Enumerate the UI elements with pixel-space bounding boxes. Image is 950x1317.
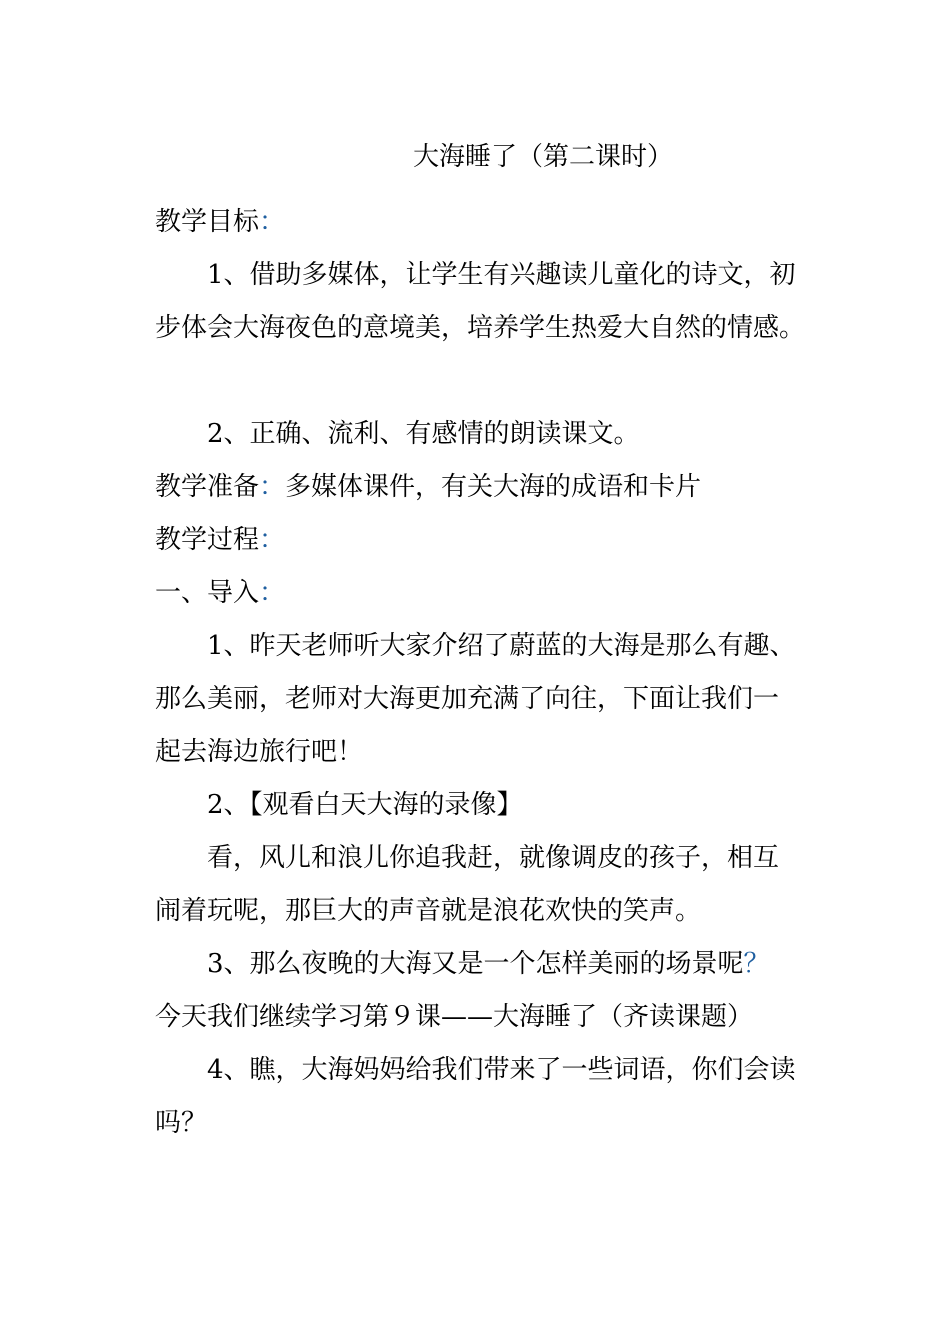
section-1-p1-line-1: 1、昨天老师听大家介绍了蔚蓝的大海是那么有趣、 [207,631,796,661]
prep-line [155,471,701,503]
section-1-heading [155,577,285,609]
section-1-p4-line-1-text: 3、那么夜晚的大海又是一个怎样美丽的场景呢 [207,949,744,979]
document-title: 大海睡了（第二课时） [413,142,674,172]
goals-item-2: 2、正确、流利、有感情的朗读课文。 [207,419,640,449]
section-1-p2: 2、【观看白天大海的录像】 [207,790,523,820]
goals-item-1-line-1: 1、借助多媒体，让学生有兴趣读儿童化的诗文，初 [207,260,796,290]
section-1-p3-line-2: 闹着玩呢，那巨大的声音就是浪花欢快的笑声。 [155,896,702,926]
goals-heading-colon: ： [259,207,286,237]
prep-text: 多媒体课件，有关大海的成语和卡片 [285,472,702,502]
goals-heading [155,206,285,238]
section-1-p3-line-1: 看，风儿和浪儿你追我赶，就像调皮的孩子，相互 [207,843,780,873]
goals-heading-text: 教学目标 [155,207,260,237]
prep-colon: ： [259,472,286,502]
prep-heading: 教学准备 [155,472,260,502]
process-heading [155,524,285,556]
section-1-p4-line-2: 今天我们继续学习第９课——大海睡了（齐读课题） [155,1002,754,1032]
section-1-p1-line-2: 那么美丽，老师对大海更加充满了向往，下面让我们一 [155,684,780,714]
section-1-p5-line-1: 4、瞧，大海妈妈给我们带来了一些词语，你们会读 [207,1055,796,1085]
section-1-heading-text: 一、导入 [155,578,260,608]
process-heading-colon: ： [259,525,286,555]
section-1-p5-line-2: 吗？ [155,1108,208,1138]
section-1-p4-line-1 [207,948,770,980]
section-1-p4-question-mark: ？ [743,949,770,979]
process-heading-text: 教学过程 [155,525,260,555]
goals-item-1-line-2: 步体会大海夜色的意境美，培养学生热爱大自然的情感。 [155,313,806,343]
section-1-heading-colon: ： [259,578,286,608]
section-1-p1-line-3: 起去海边旅行吧！ [155,737,364,767]
